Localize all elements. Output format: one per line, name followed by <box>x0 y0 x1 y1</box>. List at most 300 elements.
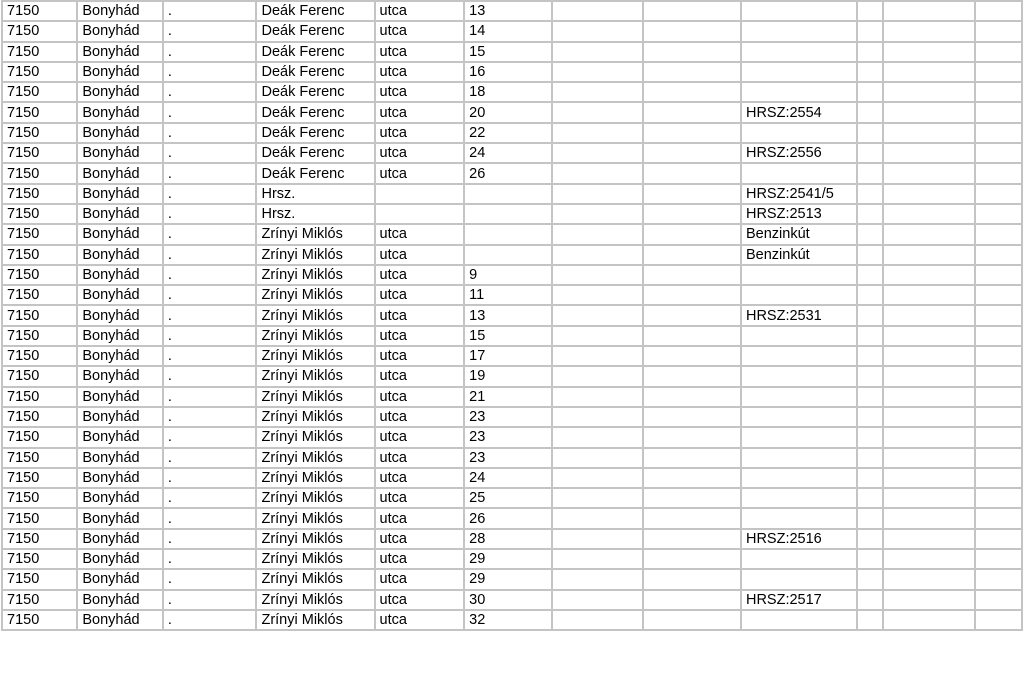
note-cell <box>741 42 857 62</box>
district-cell: . <box>163 285 257 305</box>
empty-cell <box>857 346 883 366</box>
empty-cell <box>857 569 883 589</box>
empty-cell <box>883 123 975 143</box>
street-type-cell: utca <box>375 366 465 386</box>
empty-cell <box>975 42 1022 62</box>
district-cell: . <box>163 529 257 549</box>
empty-cell <box>857 265 883 285</box>
note-cell <box>741 508 857 528</box>
empty-cell <box>552 102 644 122</box>
street-name-cell: Deák Ferenc <box>256 62 374 82</box>
empty-cell <box>552 610 644 630</box>
table-row <box>2 529 1022 549</box>
postal-code-cell: 7150 <box>2 305 77 325</box>
empty-cell <box>857 1 883 21</box>
empty-cell <box>857 305 883 325</box>
table-row <box>2 326 1022 346</box>
street-name-cell: Deák Ferenc <box>256 42 374 62</box>
empty-cell <box>975 1 1022 21</box>
house-number-cell: 9 <box>464 265 552 285</box>
empty-cell <box>857 427 883 447</box>
house-number-cell: 23 <box>464 427 552 447</box>
empty-cell <box>552 407 644 427</box>
table-row <box>2 285 1022 305</box>
house-number-cell: 29 <box>464 549 552 569</box>
postal-code-cell: 7150 <box>2 184 77 204</box>
table-row <box>2 387 1022 407</box>
empty-cell <box>552 184 644 204</box>
empty-cell <box>857 549 883 569</box>
empty-cell <box>857 326 883 346</box>
city-cell: Bonyhád <box>77 42 163 62</box>
postal-code-cell: 7150 <box>2 82 77 102</box>
empty-cell <box>883 427 975 447</box>
street-type-cell: utca <box>375 224 465 244</box>
note-cell <box>741 549 857 569</box>
empty-cell <box>975 427 1022 447</box>
empty-cell <box>552 42 644 62</box>
house-number-cell <box>464 245 552 265</box>
table-row <box>2 366 1022 386</box>
empty-cell <box>857 42 883 62</box>
district-cell: . <box>163 407 257 427</box>
postal-code-cell: 7150 <box>2 529 77 549</box>
street-name-cell: Zrínyi Miklós <box>256 305 374 325</box>
empty-cell <box>883 366 975 386</box>
note-cell <box>741 123 857 143</box>
empty-cell <box>975 569 1022 589</box>
street-name-cell: Zrínyi Miklós <box>256 224 374 244</box>
empty-cell <box>883 610 975 630</box>
empty-cell <box>552 366 644 386</box>
empty-cell <box>552 123 644 143</box>
note-cell: HRSZ:2513 <box>741 204 857 224</box>
empty-cell <box>857 468 883 488</box>
city-cell: Bonyhád <box>77 204 163 224</box>
table-row <box>2 184 1022 204</box>
empty-cell <box>975 123 1022 143</box>
empty-cell <box>643 305 741 325</box>
note-cell <box>741 21 857 41</box>
empty-cell <box>975 265 1022 285</box>
house-number-cell: 29 <box>464 569 552 589</box>
empty-cell <box>552 62 644 82</box>
city-cell: Bonyhád <box>77 21 163 41</box>
street-name-cell: Zrínyi Miklós <box>256 610 374 630</box>
postal-code-cell: 7150 <box>2 21 77 41</box>
postal-code-cell: 7150 <box>2 204 77 224</box>
empty-cell <box>552 569 644 589</box>
note-cell: Benzinkút <box>741 224 857 244</box>
empty-cell <box>552 245 644 265</box>
table-row <box>2 590 1022 610</box>
empty-cell <box>975 82 1022 102</box>
empty-cell <box>643 102 741 122</box>
empty-cell <box>643 569 741 589</box>
empty-cell <box>883 102 975 122</box>
empty-cell <box>857 366 883 386</box>
note-cell <box>741 610 857 630</box>
empty-cell <box>857 387 883 407</box>
table-row <box>2 610 1022 630</box>
empty-cell <box>552 508 644 528</box>
city-cell: Bonyhád <box>77 184 163 204</box>
empty-cell <box>883 407 975 427</box>
empty-cell <box>643 224 741 244</box>
postal-code-cell: 7150 <box>2 407 77 427</box>
note-cell <box>741 488 857 508</box>
street-type-cell: utca <box>375 163 465 183</box>
note-cell <box>741 265 857 285</box>
empty-cell <box>975 245 1022 265</box>
city-cell: Bonyhád <box>77 1 163 21</box>
empty-cell <box>643 123 741 143</box>
empty-cell <box>643 366 741 386</box>
district-cell: . <box>163 610 257 630</box>
street-name-cell: Zrínyi Miklós <box>256 488 374 508</box>
street-type-cell: utca <box>375 62 465 82</box>
city-cell: Bonyhád <box>77 529 163 549</box>
empty-cell <box>552 590 644 610</box>
city-cell: Bonyhád <box>77 427 163 447</box>
house-number-cell: 28 <box>464 529 552 549</box>
street-name-cell: Zrínyi Miklós <box>256 427 374 447</box>
street-type-cell: utca <box>375 590 465 610</box>
postal-code-cell: 7150 <box>2 143 77 163</box>
empty-cell <box>552 488 644 508</box>
district-cell: . <box>163 488 257 508</box>
postal-code-cell: 7150 <box>2 346 77 366</box>
district-cell: . <box>163 305 257 325</box>
note-cell: HRSZ:2516 <box>741 529 857 549</box>
empty-cell <box>883 245 975 265</box>
city-cell: Bonyhád <box>77 549 163 569</box>
note-cell <box>741 407 857 427</box>
city-cell: Bonyhád <box>77 407 163 427</box>
city-cell: Bonyhád <box>77 366 163 386</box>
street-name-cell: Zrínyi Miklós <box>256 346 374 366</box>
note-cell: HRSZ:2556 <box>741 143 857 163</box>
empty-cell <box>975 387 1022 407</box>
empty-cell <box>975 529 1022 549</box>
empty-cell <box>643 448 741 468</box>
empty-cell <box>975 366 1022 386</box>
street-type-cell <box>375 204 465 224</box>
street-type-cell: utca <box>375 143 465 163</box>
empty-cell <box>883 387 975 407</box>
district-cell: . <box>163 366 257 386</box>
street-name-cell: Zrínyi Miklós <box>256 468 374 488</box>
district-cell: . <box>163 184 257 204</box>
house-number-cell: 13 <box>464 305 552 325</box>
empty-cell <box>857 590 883 610</box>
empty-cell <box>643 529 741 549</box>
street-name-cell: Hrsz. <box>256 184 374 204</box>
house-number-cell: 24 <box>464 143 552 163</box>
city-cell: Bonyhád <box>77 508 163 528</box>
city-cell: Bonyhád <box>77 285 163 305</box>
empty-cell <box>883 285 975 305</box>
empty-cell <box>857 224 883 244</box>
empty-cell <box>883 224 975 244</box>
postal-code-cell: 7150 <box>2 448 77 468</box>
street-name-cell: Deák Ferenc <box>256 102 374 122</box>
empty-cell <box>975 285 1022 305</box>
empty-cell <box>857 163 883 183</box>
note-cell <box>741 427 857 447</box>
empty-cell <box>883 448 975 468</box>
empty-cell <box>975 488 1022 508</box>
street-name-cell: Deák Ferenc <box>256 123 374 143</box>
empty-cell <box>857 102 883 122</box>
postal-code-cell: 7150 <box>2 102 77 122</box>
empty-cell <box>975 508 1022 528</box>
empty-cell <box>552 265 644 285</box>
empty-cell <box>643 163 741 183</box>
empty-cell <box>857 82 883 102</box>
postal-code-cell: 7150 <box>2 42 77 62</box>
table-row <box>2 123 1022 143</box>
empty-cell <box>975 102 1022 122</box>
empty-cell <box>552 82 644 102</box>
empty-cell <box>883 143 975 163</box>
street-name-cell: Deák Ferenc <box>256 1 374 21</box>
street-name-cell: Zrínyi Miklós <box>256 590 374 610</box>
street-type-cell: utca <box>375 448 465 468</box>
district-cell: . <box>163 102 257 122</box>
empty-cell <box>975 549 1022 569</box>
empty-cell <box>857 184 883 204</box>
empty-cell <box>552 427 644 447</box>
empty-cell <box>883 204 975 224</box>
street-type-cell: utca <box>375 569 465 589</box>
district-cell: . <box>163 387 257 407</box>
empty-cell <box>883 549 975 569</box>
district-cell: . <box>163 346 257 366</box>
empty-cell <box>975 407 1022 427</box>
house-number-cell: 19 <box>464 366 552 386</box>
street-type-cell: utca <box>375 245 465 265</box>
empty-cell <box>975 163 1022 183</box>
empty-cell <box>552 468 644 488</box>
table-row <box>2 1 1022 21</box>
empty-cell <box>975 468 1022 488</box>
empty-cell <box>857 143 883 163</box>
city-cell: Bonyhád <box>77 569 163 589</box>
empty-cell <box>643 285 741 305</box>
city-cell: Bonyhád <box>77 488 163 508</box>
empty-cell <box>857 610 883 630</box>
street-type-cell: utca <box>375 610 465 630</box>
empty-cell <box>643 21 741 41</box>
empty-cell <box>643 468 741 488</box>
street-type-cell: utca <box>375 82 465 102</box>
table-row <box>2 508 1022 528</box>
street-type-cell: utca <box>375 407 465 427</box>
street-type-cell: utca <box>375 285 465 305</box>
postal-code-cell: 7150 <box>2 265 77 285</box>
empty-cell <box>975 448 1022 468</box>
empty-cell <box>552 285 644 305</box>
house-number-cell: 26 <box>464 163 552 183</box>
district-cell: . <box>163 569 257 589</box>
table-row <box>2 21 1022 41</box>
postal-code-cell: 7150 <box>2 326 77 346</box>
empty-cell <box>643 245 741 265</box>
table-row <box>2 62 1022 82</box>
street-name-cell: Deák Ferenc <box>256 21 374 41</box>
house-number-cell: 15 <box>464 42 552 62</box>
empty-cell <box>857 285 883 305</box>
empty-cell <box>857 21 883 41</box>
empty-cell <box>643 62 741 82</box>
district-cell: . <box>163 508 257 528</box>
empty-cell <box>643 387 741 407</box>
city-cell: Bonyhád <box>77 590 163 610</box>
table-row <box>2 42 1022 62</box>
house-number-cell: 17 <box>464 346 552 366</box>
empty-cell <box>643 82 741 102</box>
house-number-cell: 23 <box>464 407 552 427</box>
empty-cell <box>883 326 975 346</box>
district-cell: . <box>163 224 257 244</box>
postal-code-cell: 7150 <box>2 468 77 488</box>
house-number-cell: 21 <box>464 387 552 407</box>
empty-cell <box>552 163 644 183</box>
empty-cell <box>643 204 741 224</box>
empty-cell <box>975 143 1022 163</box>
empty-cell <box>552 346 644 366</box>
table-row <box>2 468 1022 488</box>
note-cell: HRSZ:2541/5 <box>741 184 857 204</box>
street-name-cell: Hrsz. <box>256 204 374 224</box>
house-number-cell <box>464 224 552 244</box>
street-name-cell: Zrínyi Miklós <box>256 366 374 386</box>
empty-cell <box>552 21 644 41</box>
empty-cell <box>857 123 883 143</box>
district-cell: . <box>163 549 257 569</box>
note-cell <box>741 569 857 589</box>
empty-cell <box>857 245 883 265</box>
postal-code-cell: 7150 <box>2 569 77 589</box>
empty-cell <box>857 448 883 468</box>
note-cell: Benzinkút <box>741 245 857 265</box>
table-row <box>2 346 1022 366</box>
note-cell <box>741 285 857 305</box>
empty-cell <box>643 427 741 447</box>
empty-cell <box>883 488 975 508</box>
street-type-cell: utca <box>375 123 465 143</box>
street-type-cell <box>375 184 465 204</box>
table-row <box>2 427 1022 447</box>
empty-cell <box>883 529 975 549</box>
note-cell <box>741 1 857 21</box>
city-cell: Bonyhád <box>77 62 163 82</box>
empty-cell <box>883 590 975 610</box>
street-name-cell: Zrínyi Miklós <box>256 508 374 528</box>
empty-cell <box>975 590 1022 610</box>
note-cell: HRSZ:2517 <box>741 590 857 610</box>
empty-cell <box>643 326 741 346</box>
postal-code-cell: 7150 <box>2 285 77 305</box>
street-type-cell: utca <box>375 427 465 447</box>
empty-cell <box>552 1 644 21</box>
district-cell: . <box>163 123 257 143</box>
street-type-cell: utca <box>375 529 465 549</box>
district-cell: . <box>163 468 257 488</box>
empty-cell <box>552 529 644 549</box>
city-cell: Bonyhád <box>77 326 163 346</box>
city-cell: Bonyhád <box>77 102 163 122</box>
note-cell: HRSZ:2531 <box>741 305 857 325</box>
empty-cell <box>552 387 644 407</box>
empty-cell <box>883 468 975 488</box>
city-cell: Bonyhád <box>77 163 163 183</box>
house-number-cell: 20 <box>464 102 552 122</box>
note-cell <box>741 468 857 488</box>
empty-cell <box>883 62 975 82</box>
city-cell: Bonyhád <box>77 82 163 102</box>
table-row <box>2 245 1022 265</box>
house-number-cell: 16 <box>464 62 552 82</box>
street-type-cell: utca <box>375 265 465 285</box>
house-number-cell: 11 <box>464 285 552 305</box>
district-cell: . <box>163 427 257 447</box>
street-name-cell: Zrínyi Miklós <box>256 387 374 407</box>
house-number-cell: 26 <box>464 508 552 528</box>
city-cell: Bonyhád <box>77 224 163 244</box>
empty-cell <box>883 265 975 285</box>
address-table <box>1 0 1023 631</box>
district-cell: . <box>163 21 257 41</box>
postal-code-cell: 7150 <box>2 387 77 407</box>
street-name-cell: Zrínyi Miklós <box>256 529 374 549</box>
street-type-cell: utca <box>375 42 465 62</box>
street-type-cell: utca <box>375 326 465 346</box>
empty-cell <box>643 42 741 62</box>
house-number-cell: 30 <box>464 590 552 610</box>
house-number-cell: 22 <box>464 123 552 143</box>
street-type-cell: utca <box>375 305 465 325</box>
postal-code-cell: 7150 <box>2 366 77 386</box>
street-type-cell: utca <box>375 21 465 41</box>
empty-cell <box>857 529 883 549</box>
district-cell: . <box>163 448 257 468</box>
empty-cell <box>643 1 741 21</box>
table-row <box>2 488 1022 508</box>
empty-cell <box>643 184 741 204</box>
house-number-cell: 13 <box>464 1 552 21</box>
empty-cell <box>975 610 1022 630</box>
empty-cell <box>975 204 1022 224</box>
empty-cell <box>643 143 741 163</box>
postal-code-cell: 7150 <box>2 1 77 21</box>
postal-code-cell: 7150 <box>2 590 77 610</box>
street-name-cell: Zrínyi Miklós <box>256 326 374 346</box>
city-cell: Bonyhád <box>77 123 163 143</box>
table-row <box>2 102 1022 122</box>
postal-code-cell: 7150 <box>2 427 77 447</box>
street-name-cell: Zrínyi Miklós <box>256 448 374 468</box>
table-row <box>2 224 1022 244</box>
empty-cell <box>975 184 1022 204</box>
table-body <box>2 1 1022 630</box>
empty-cell <box>643 407 741 427</box>
empty-cell <box>552 448 644 468</box>
street-type-cell: utca <box>375 346 465 366</box>
street-type-cell: utca <box>375 508 465 528</box>
street-type-cell: utca <box>375 1 465 21</box>
